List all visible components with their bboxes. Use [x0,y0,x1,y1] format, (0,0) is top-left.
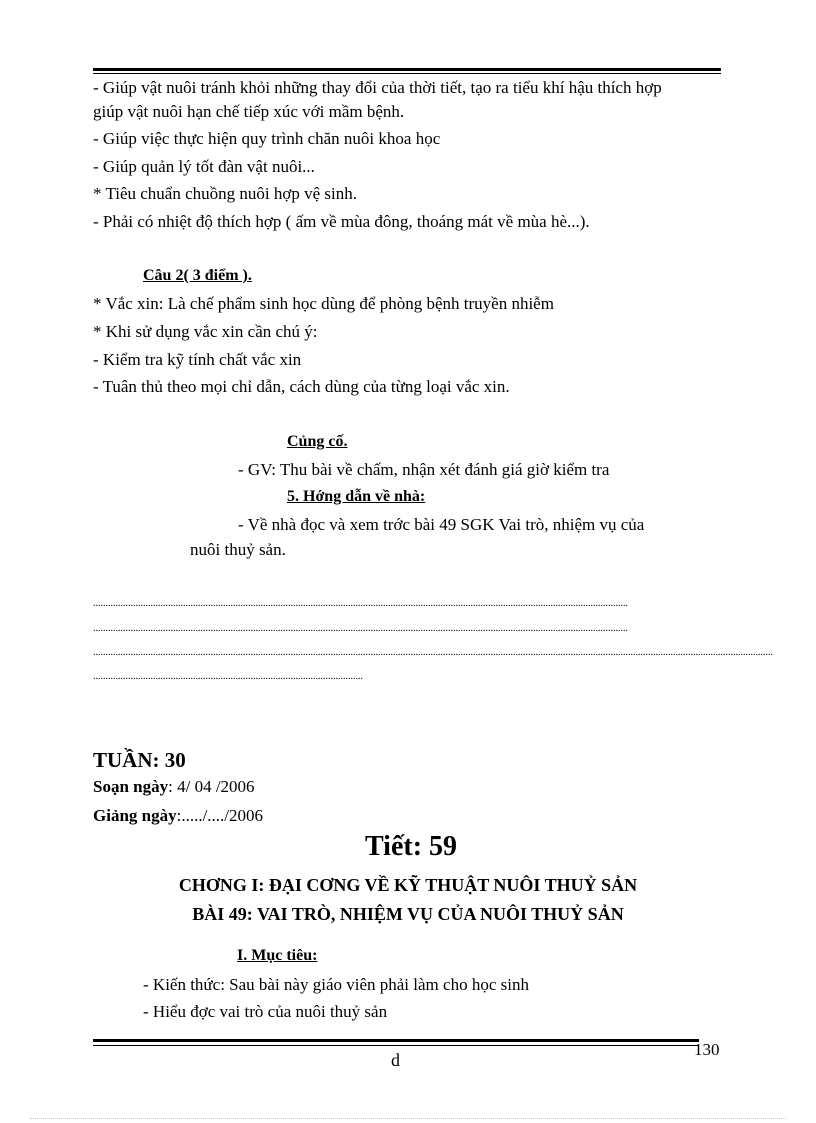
prep-date-label: Soạn ngày [93,777,169,796]
header-rule-thin [93,73,721,74]
teach-date-label: Giảng ngày [93,806,177,825]
text-line: - Giúp vật nuôi tránh khỏi những thay đổi của thời tiết, tạo ra tiểu khí hậu thích hợp [93,78,662,97]
lesson-title: BÀI 49: VAI TRÒ, NHIỆM VỤ CỦA NUÔI THUỶ SẢN [192,904,624,924]
footer-rule-thin [93,1045,699,1046]
dotted-line: ............................................................................................................ [93,671,363,682]
footer-letter: d [391,1050,400,1070]
dotted-line: ...................................................................................................................................................................................................................... [93,623,628,634]
question-2-heading: Câu 2( 3 điểm ). [143,267,252,284]
objective-line: - Hiểu đợc vai trò của nuôi thuỷ sản [143,1002,388,1021]
homework-line: nuôi thuỷ sản. [190,540,286,559]
header-rule-thick [93,68,721,71]
chapter-title: CHƠNG I: ĐẠI CƠNG VỀ KỸ THUẬT NUÔI THUỶ SẢN [178,875,638,895]
text-line: - Giúp quản lý tốt đàn vật nuôi... [93,157,315,176]
week-label: TUẦN: 30 [93,748,186,772]
text-line: - Phải có nhiệt độ thích hợp ( ấm về mùa đông, thoáng mát về mùa hè...). [93,212,590,231]
period-title: Tiết: 59 [365,831,458,862]
page-number: 130 [694,1040,720,1059]
text-line: * Vắc xin: Là chế phẩm sinh học dùng để phòng bệnh truyền nhiễm [93,294,554,313]
teach-date-value: :...../..../2006 [176,806,264,825]
text-line: * Khi sử dụng vắc xin cần chú ý: [93,322,318,341]
prep-date [93,777,255,797]
teach-date [93,806,263,826]
page-edge [30,1118,786,1119]
dotted-line: ...................................................................................................................................................................................................................... [93,598,628,609]
footer-rule-thick [93,1039,699,1042]
text-line: - Tuân thủ theo mọi chỉ dẫn, cách dùng của từng loại vắc xin. [93,377,510,396]
objective-heading: I. Mục tiêu: [237,947,318,964]
prep-date-value: : 4/ 04 /2006 [168,777,255,796]
text-line: - Giúp việc thực hiện quy trình chăn nuôi khoa học [93,129,441,148]
consolidation-line: - GV: Thu bài về chấm, nhận xét đánh giá giờ kiểm tra [238,460,610,479]
homework-heading: 5. Hớng dẫn về nhà: [287,488,426,505]
text-line: giúp vật nuôi hạn chế tiếp xúc với mầm bệnh. [93,102,405,121]
dotted-line: ................................................................................................................................................................................................................................................................................ [93,647,773,658]
consolidation-heading: Củng cố. [287,433,348,450]
homework-line: - Về nhà đọc và xem trớc bài 49 SGK Vai trò, nhiệm vụ của [238,515,645,534]
text-line: - Kiểm tra kỹ tính chất vắc xin [93,350,302,369]
objective-line: - Kiến thức: Sau bài này giáo viên phải làm cho học sinh [143,975,529,994]
text-line: * Tiêu chuẩn chuồng nuôi hợp vệ sinh. [93,184,357,203]
